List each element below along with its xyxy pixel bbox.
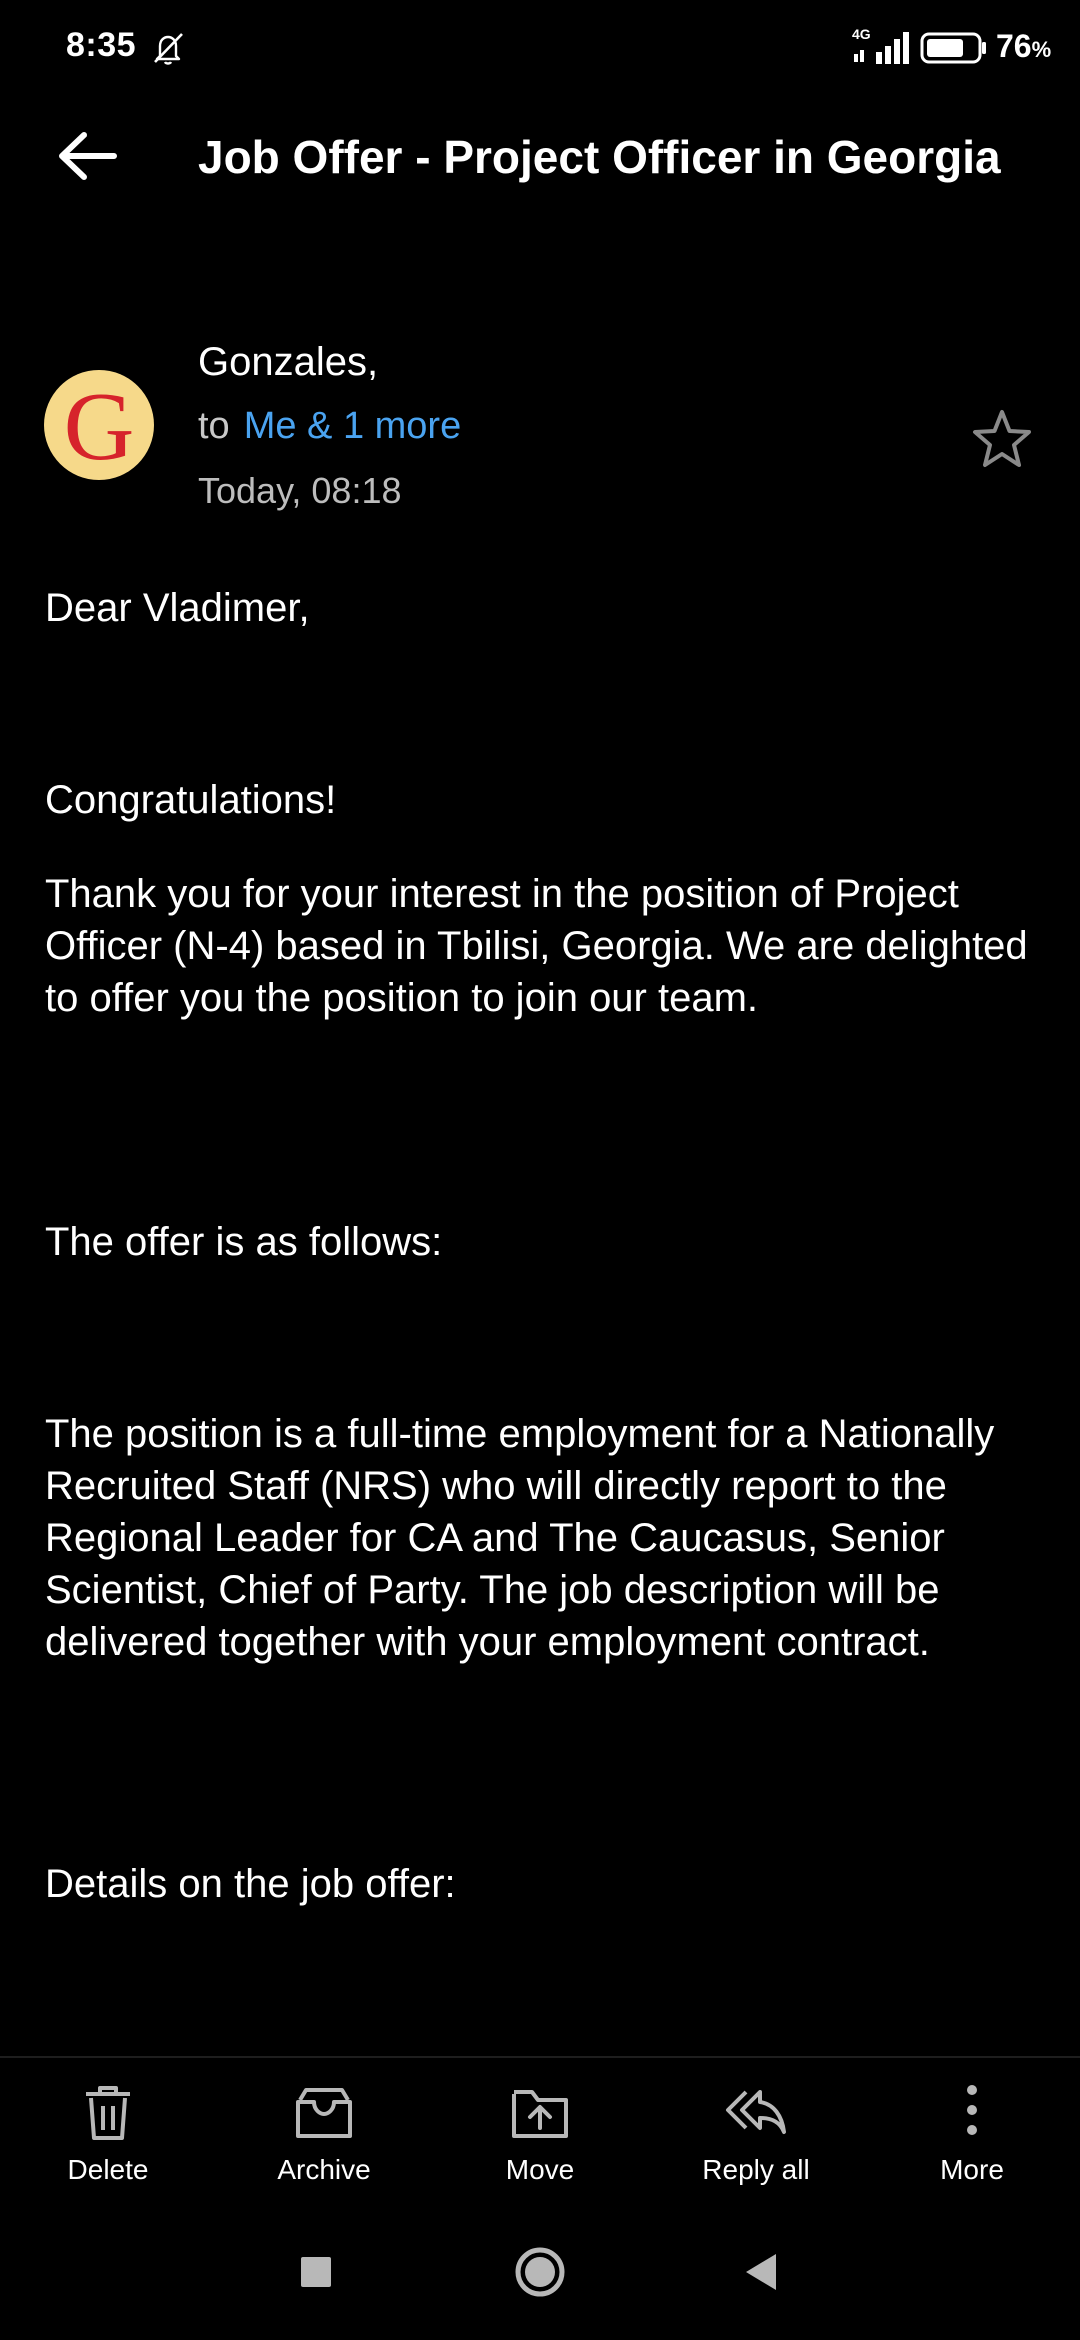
move-label: Move: [505, 2154, 575, 2185]
star-outline-icon: [966, 404, 1038, 476]
more-button[interactable]: [892, 2080, 1052, 2200]
star-button[interactable]: [966, 404, 1038, 476]
sender-name[interactable]: Gonzales,: [198, 340, 379, 384]
body-paragraph: Congratulations!: [45, 778, 337, 822]
more-label: More: [940, 2154, 1004, 2185]
recipients-line: [198, 405, 461, 448]
battery-icon: [920, 32, 988, 64]
body-paragraph: Thank you for your interest in the position of Project Officer (N-4) based in Tbilisi, Georgia. We are delighted to offer you the position to join our team.: [45, 872, 1028, 1020]
archive-icon: [292, 2080, 356, 2144]
home-button[interactable]: [500, 2232, 580, 2312]
recents-button[interactable]: [276, 2232, 356, 2312]
to-label: to: [198, 405, 230, 447]
reply-all-icon: [724, 2080, 788, 2144]
sent-date: Today, 08:18: [198, 470, 402, 511]
delete-label: Delete: [67, 2154, 149, 2185]
archive-label: Archive: [277, 2154, 371, 2185]
reply-all-button[interactable]: [676, 2080, 836, 2200]
reply-all-label: Reply all: [702, 2154, 810, 2185]
status-bar: [0, 0, 1080, 96]
back-button[interactable]: [40, 116, 136, 196]
action-toolbar: [0, 2056, 1080, 2210]
signal-icon: [852, 30, 912, 66]
move-button[interactable]: [460, 2080, 620, 2200]
back-triangle-icon: [722, 2232, 802, 2312]
battery-percentage: 76%: [996, 28, 1052, 64]
sender-avatar[interactable]: [44, 370, 154, 480]
arrow-left-icon: [56, 130, 120, 182]
avatar-letter: G: [63, 373, 135, 480]
body-greeting: Dear Vladimer,: [45, 586, 310, 630]
home-circle-icon: [500, 2232, 580, 2312]
body-paragraph: Details on the job offer:: [45, 1862, 456, 1906]
status-time: 8:35: [66, 26, 137, 64]
bell-off-icon: [148, 28, 188, 68]
network-type: 4G: [852, 26, 871, 42]
trash-icon: [76, 2080, 140, 2144]
system-navigation-bar: [0, 2208, 1080, 2340]
archive-button[interactable]: [244, 2080, 404, 2200]
more-vertical-icon: [940, 2080, 1004, 2144]
recipients-link[interactable]: Me & 1 more: [243, 405, 462, 447]
body-paragraph: The position is a full-time employment for a Nationally Recruited Staff (NRS) who will directly report to the Regional Leader for CA and The Caucasus, Senior Scientist, Chief of Party. The job description will be delivered together with your employment contract.: [45, 1412, 995, 1664]
delete-button[interactable]: [28, 2080, 188, 2200]
body-paragraph: The offer is as follows:: [45, 1220, 443, 1264]
email-subject: Job Offer - Project Officer in Georgia: [198, 131, 1001, 183]
move-icon: [508, 2080, 572, 2144]
back-nav-button[interactable]: [722, 2232, 802, 2312]
recents-square-icon: [276, 2232, 356, 2312]
